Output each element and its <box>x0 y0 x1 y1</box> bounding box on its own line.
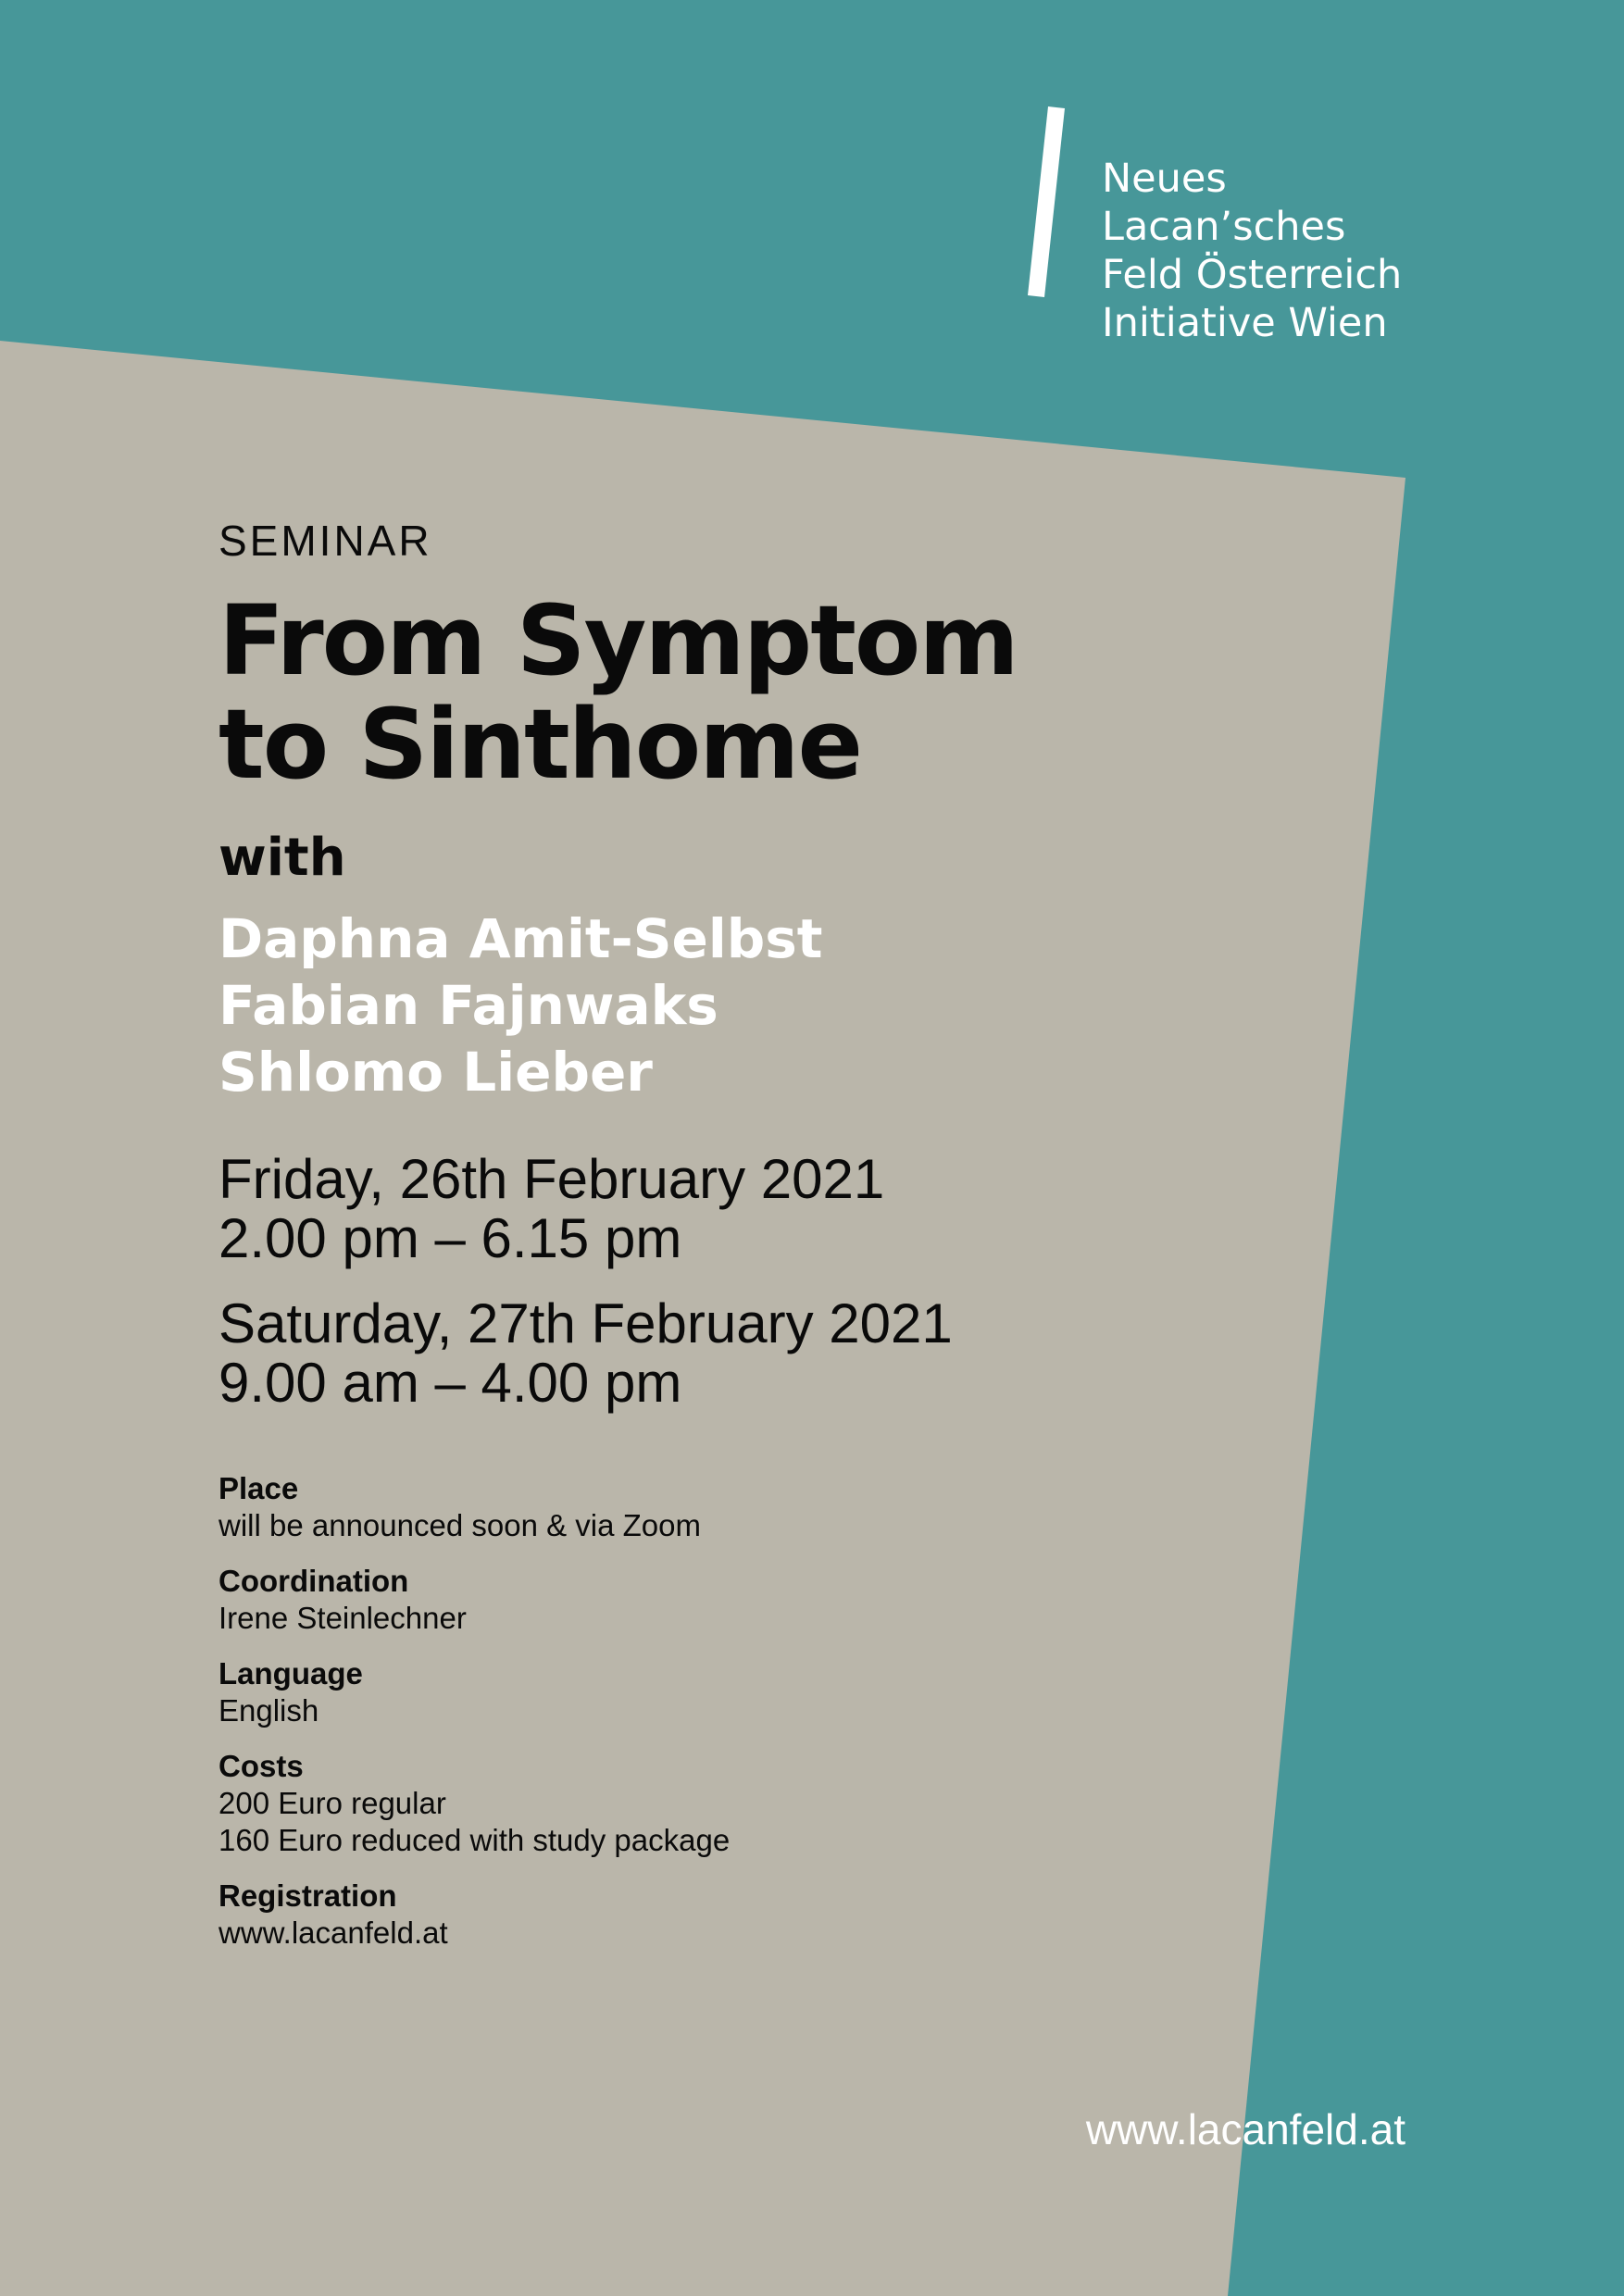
session-friday <box>219 1150 1311 1268</box>
session-time: 2.00 pm – 6.15 pm <box>219 1207 682 1269</box>
detail-label: Coordination <box>219 1564 409 1598</box>
session-date: Saturday, 27th February 2021 <box>219 1292 953 1354</box>
detail-value: English <box>219 1693 319 1728</box>
session-date: Friday, 26th February 2021 <box>219 1148 885 1210</box>
session-time: 9.00 am – 4.00 pm <box>219 1352 682 1414</box>
detail-value: will be announced soon & via Zoom <box>219 1508 701 1542</box>
event-type-label: SEMINAR <box>219 517 432 565</box>
detail-registration <box>219 1878 1311 1952</box>
organization-name <box>1102 155 1583 347</box>
speaker-name: Shlomo Lieber <box>219 1041 653 1104</box>
detail-label: Place <box>219 1471 299 1505</box>
detail-place <box>219 1470 1311 1544</box>
title-line: to Sinthome <box>219 688 862 801</box>
detail-value: Irene Steinlechner <box>219 1601 467 1635</box>
logo-line: Initiative Wien <box>1102 300 1388 346</box>
event-details <box>219 1470 1311 1952</box>
event-content <box>219 515 1311 1970</box>
detail-costs <box>219 1748 1311 1859</box>
speaker-name: Daphna Amit-Selbst <box>219 907 823 970</box>
event-title <box>219 584 1311 801</box>
detail-coordination <box>219 1563 1311 1637</box>
logo-line: Lacan’sches <box>1102 204 1346 250</box>
website-link[interactable]: www.lacanfeld.at <box>1085 2105 1405 2153</box>
logo-line: Feld Österreich <box>1102 252 1403 298</box>
detail-value: 200 Euro regular <box>219 1786 446 1820</box>
detail-value: 160 Euro reduced with study package <box>219 1823 731 1857</box>
registration-link[interactable]: www.lacanfeld.at <box>219 1915 448 1950</box>
speaker-list <box>219 905 1311 1105</box>
session-saturday <box>219 1294 1311 1413</box>
detail-label: Costs <box>219 1749 304 1783</box>
detail-label: Language <box>219 1656 363 1691</box>
detail-label: Registration <box>219 1878 397 1913</box>
logo-line: Neues <box>1102 156 1227 202</box>
slash-icon <box>1028 106 1065 297</box>
title-line: From Symptom <box>219 584 1018 697</box>
detail-language <box>219 1655 1311 1729</box>
with-label: with <box>219 828 346 888</box>
speaker-name: Fabian Fajnwaks <box>219 974 718 1037</box>
